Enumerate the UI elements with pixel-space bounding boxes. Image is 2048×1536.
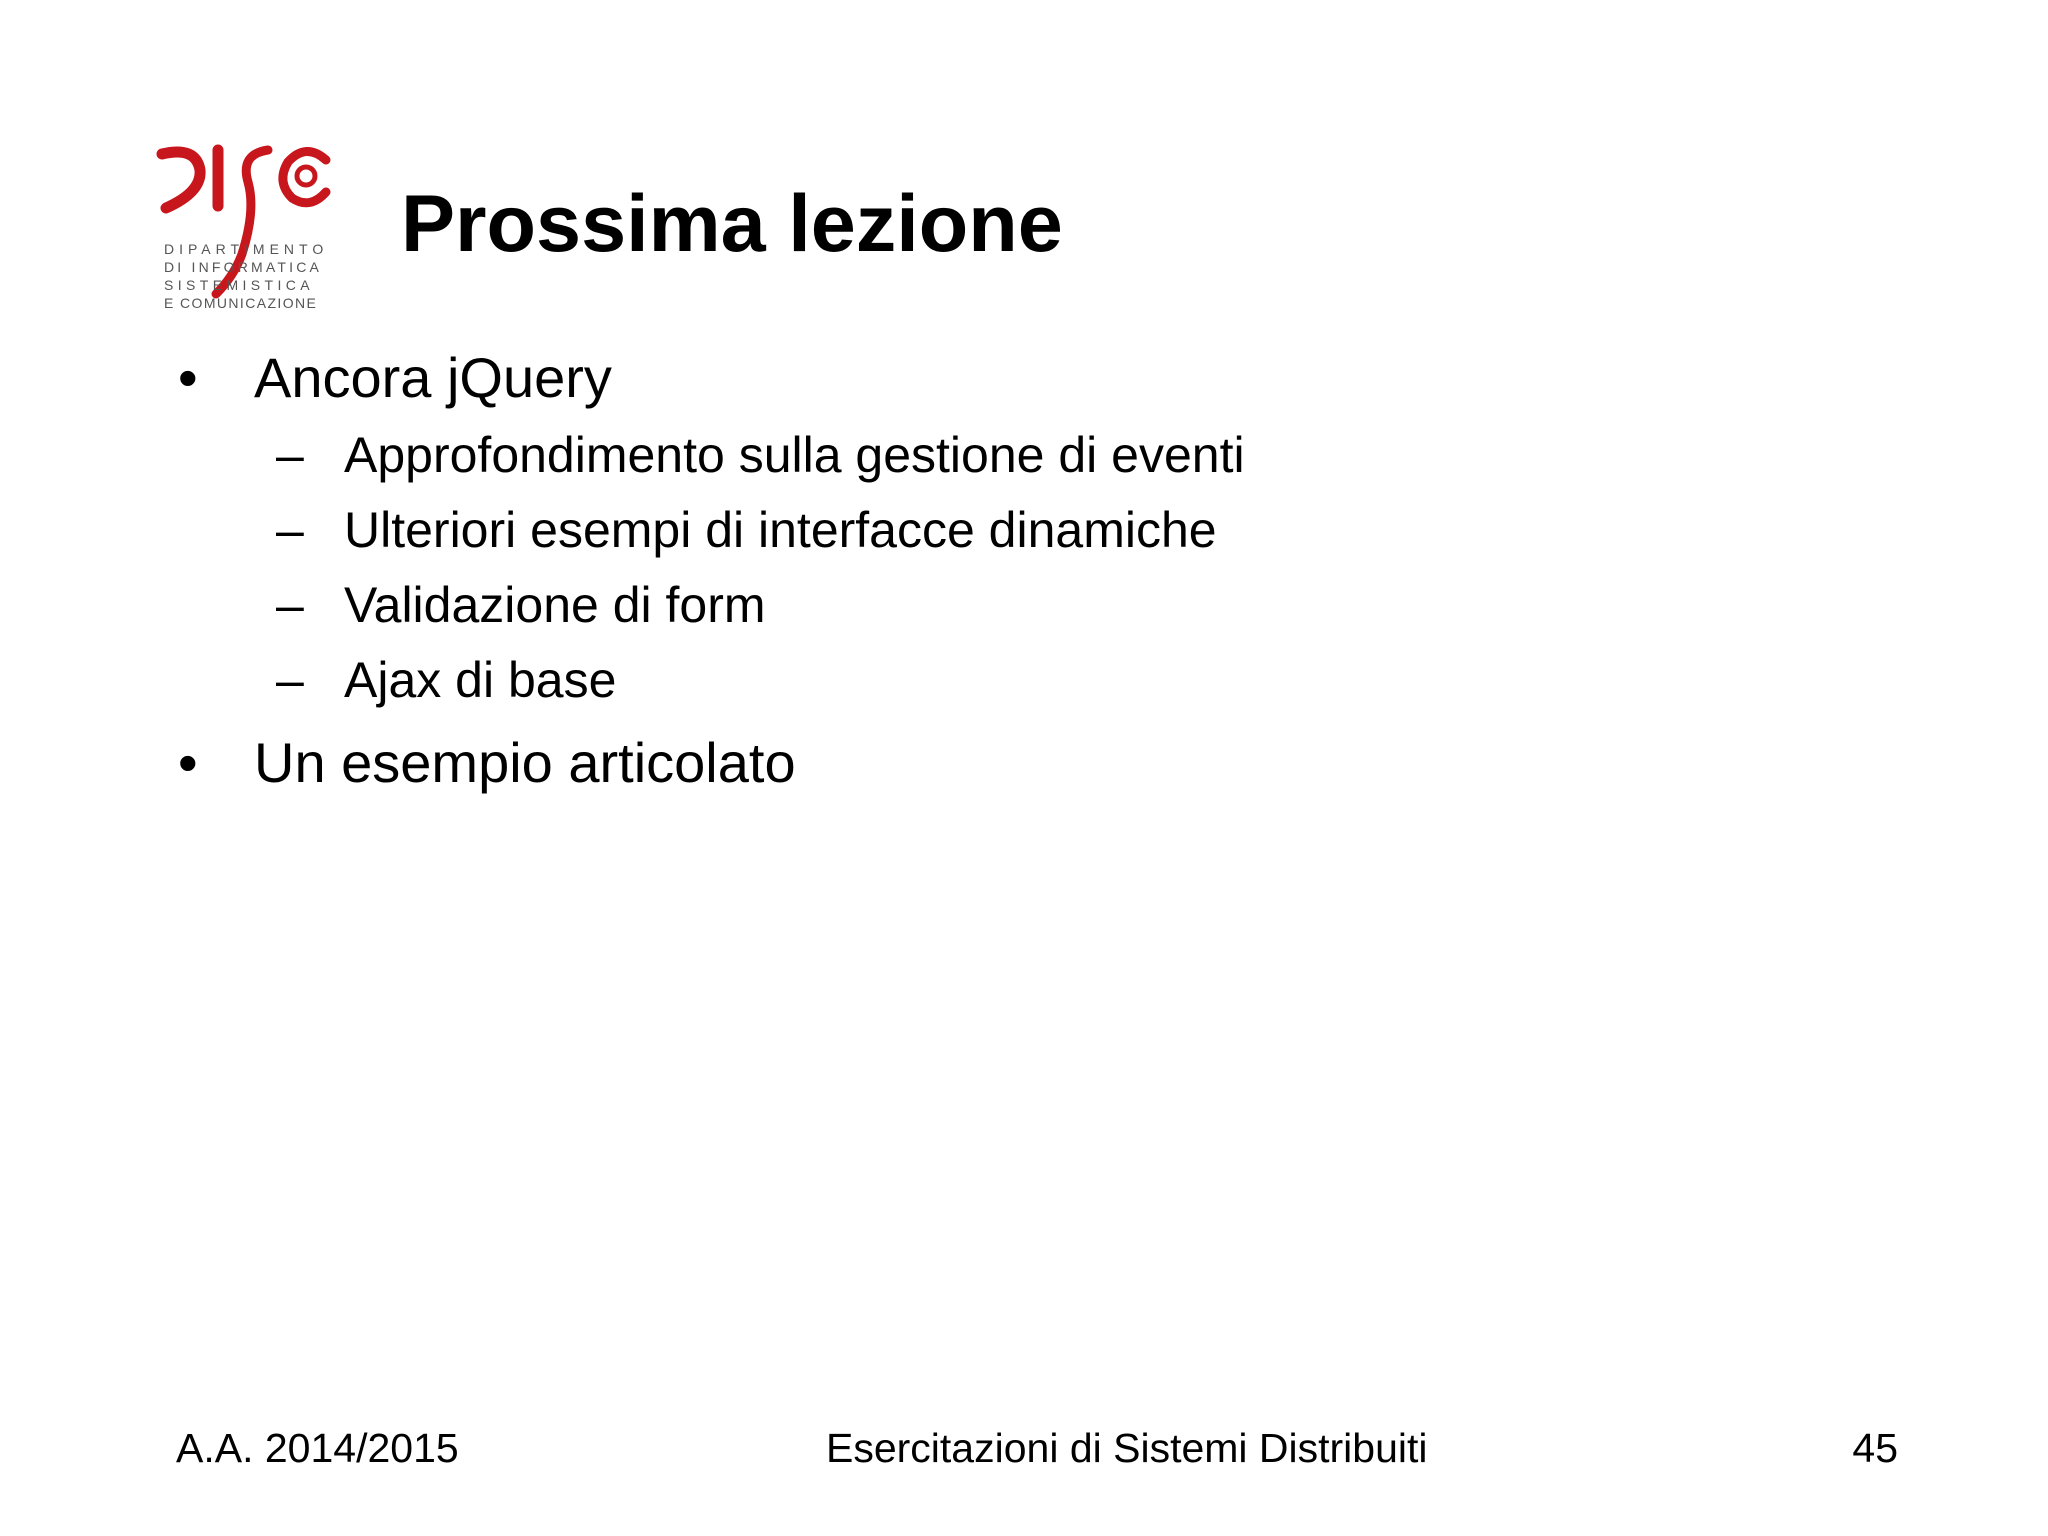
- sub-bullet-marker: –: [276, 577, 304, 633]
- footer-course-title: Esercitazioni di Sistemi Distribuiti: [826, 1425, 1428, 1471]
- logo-line-4: E COMUNICAZIONE: [164, 295, 318, 311]
- disco-logo-graphic: [156, 136, 342, 316]
- sub-bullet-item: Ulteriori esempi di interfacce dinamiche: [344, 502, 1217, 558]
- sub-bullet-marker: –: [276, 427, 304, 483]
- disco-logo: [156, 136, 342, 316]
- slide-title: Prossima lezione: [401, 179, 1063, 269]
- footer-academic-year: A.A. 2014/2015: [176, 1425, 459, 1471]
- sub-bullet-item: Approfondimento sulla gestione di eventi: [344, 427, 1245, 483]
- sub-bullet-item: Ajax di base: [344, 652, 617, 708]
- logo-line-3: SISTEMISTICA: [164, 277, 315, 293]
- sub-bullet-marker: –: [276, 502, 304, 558]
- sub-bullet-item: Validazione di form: [344, 577, 766, 633]
- bullet-item: Un esempio articolato: [254, 731, 796, 794]
- sub-bullet-marker: –: [276, 652, 304, 708]
- footer-page-number: 45: [1852, 1425, 1898, 1471]
- logo-line-1: DIPARTIMENTO: [164, 241, 329, 257]
- logo-line-2: DI INFORMATICA: [164, 259, 323, 275]
- bullet-marker: •: [178, 346, 198, 409]
- bullet-marker: •: [178, 731, 198, 794]
- bullet-item: Ancora jQuery: [254, 346, 612, 409]
